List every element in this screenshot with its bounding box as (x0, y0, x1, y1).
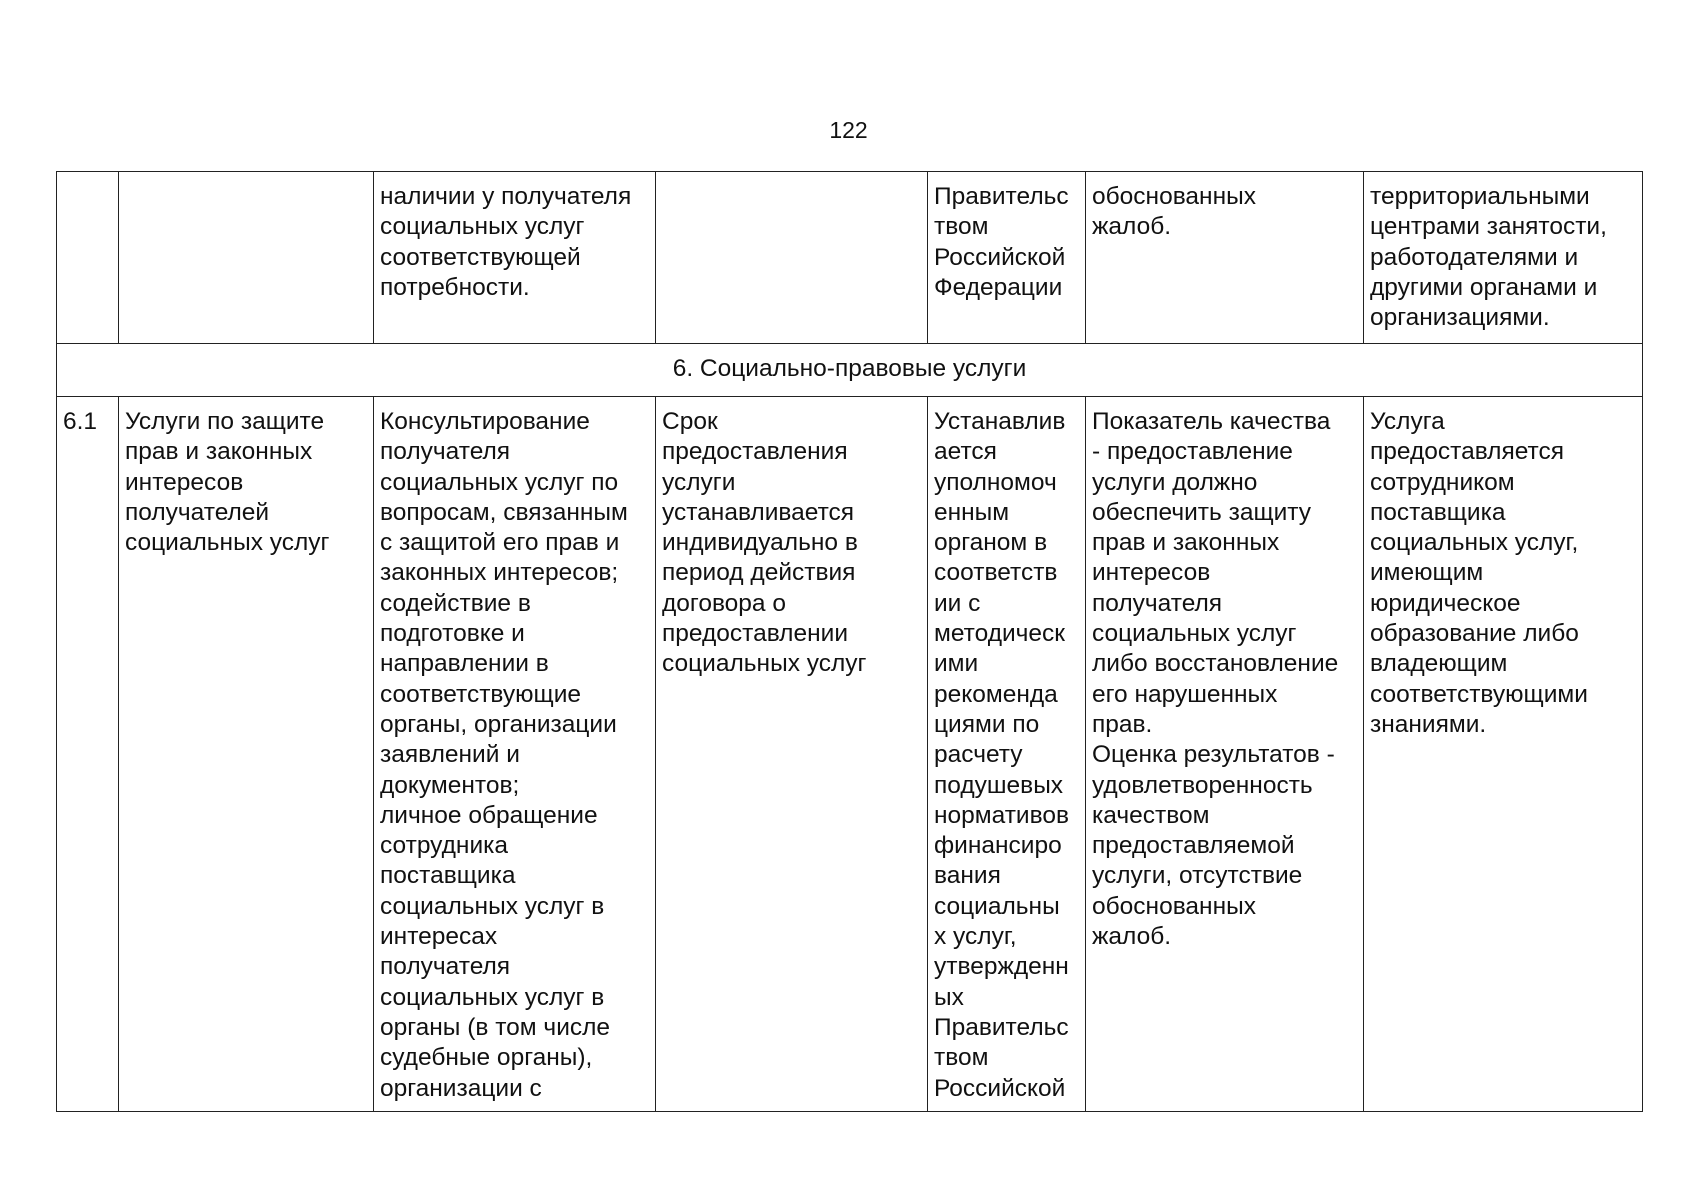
cell-conditions: Услуга предоставляется сотрудником поставщика социальных услуг, имеющим юридическое образование либо владеющим соответствующими знаниями. (1364, 397, 1643, 1112)
cell-tariff: Правительс твом Российской Федерации (928, 172, 1086, 344)
cell-term (656, 172, 928, 344)
services-table (56, 171, 1643, 1112)
cell-service (119, 172, 374, 344)
cell-description: Консультирование получателя социальных услуг по вопросам, связанным с защитой его прав и законных интересов; содействие в подготовке и направлении в соответствующие органы, организации заявлений и документов; личное обращение сотрудника поставщика социальных услуг в интересах получателя социальных услуг в органы (в том числе судебные органы), организации с (374, 397, 656, 1112)
cell-quality: Показатель качества - предоставление услуги должно обеспечить защиту прав и законных интересов получателя социальных услуг либо восстановление его нарушенных прав. Оценка результатов - удовлетворенность качеством предоставляемой услуги, отсутствие обоснованных жалоб. (1086, 397, 1364, 1112)
section-title: 6. Социально-правовые услуги (57, 344, 1643, 397)
table-row-service (57, 397, 1643, 1112)
cell-term: Срок предоставления услуги устанавливается индивидуально в период действия договора о предоставлении социальных услуг (656, 397, 928, 1112)
cell-quality: обоснованных жалоб. (1086, 172, 1364, 344)
cell-tariff: Устанавлив ается уполномоч енным органом в соответств ии с методическ ими рекоменда циями по расчету подушевых нормативов финансиро вания социальны х услуг, утвержденн ых Правительс твом Российской (928, 397, 1086, 1112)
cell-service: Услуги по защите прав и законных интересов получателей социальных услуг (119, 397, 374, 1112)
cell-description: наличии у получателя социальных услуг соответствующей потребности. (374, 172, 656, 344)
page-number: 122 (829, 117, 868, 143)
table-row-continuation (57, 172, 1643, 344)
cell-conditions: территориальными центрами занятости, работодателями и другими органами и организациями. (1364, 172, 1643, 344)
table-section-row (57, 344, 1643, 397)
cell-number: 6.1 (57, 397, 119, 1112)
cell-number (57, 172, 119, 344)
